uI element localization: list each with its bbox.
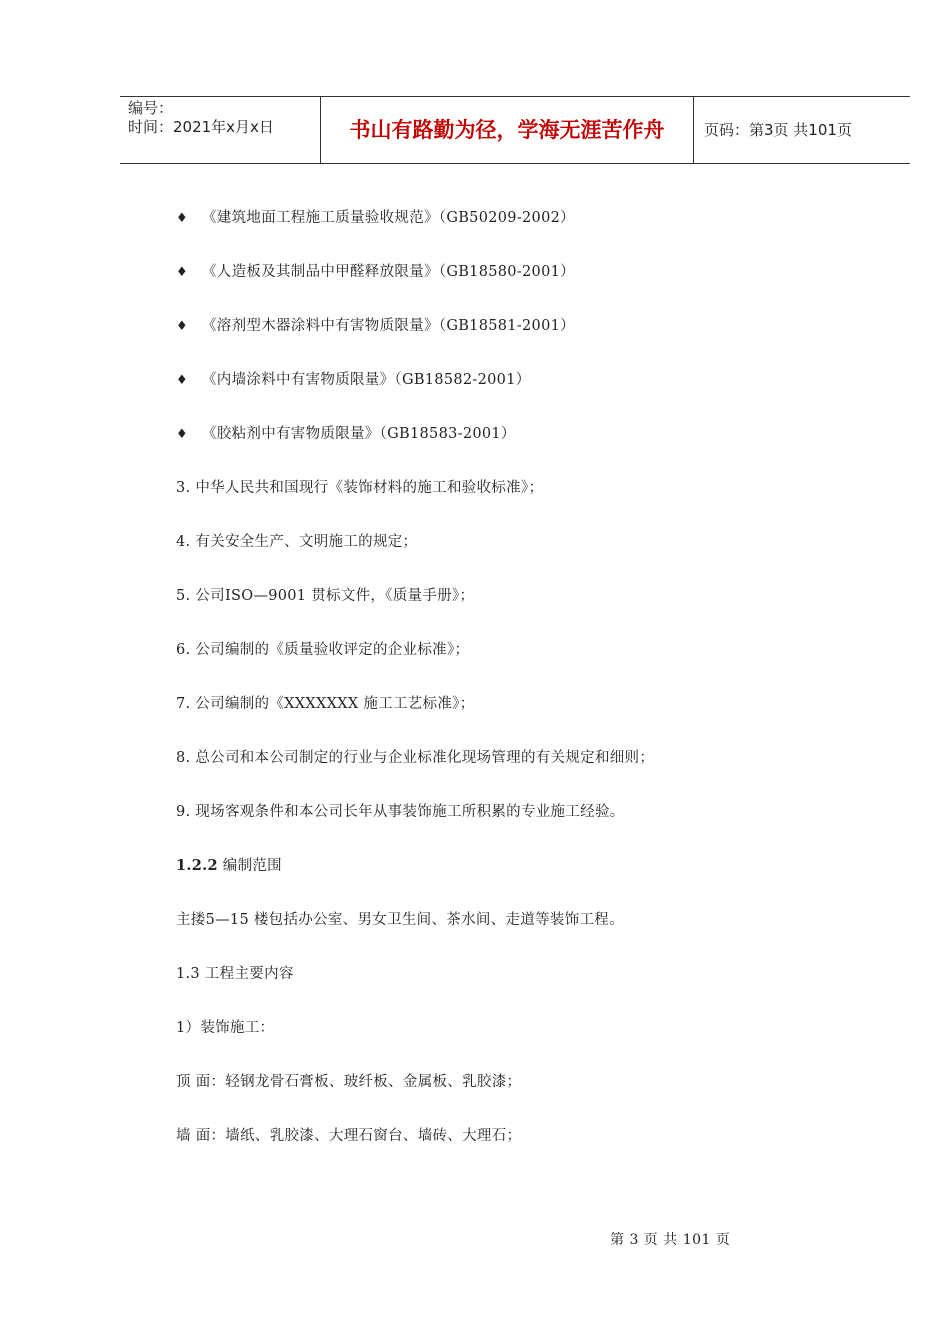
basis-item: 6. 公司编制的《质量验收评定的企业标准》； — [176, 642, 470, 658]
decoration-heading: 1）装饰施工： — [176, 1020, 275, 1036]
standard-item — [176, 208, 575, 229]
basis-item: 9. 现场客观条件和本公司长年从事装饰施工所积累的专业施工经验。 — [176, 804, 625, 820]
basis-item: 7. 公司编制的《XXXXXXX 施工工艺标准》； — [176, 696, 475, 712]
wall-line: 墙 面：墙纸、乳胶漆、大理石窗台、墙砖、大理石； — [176, 1128, 522, 1144]
standard-item — [176, 424, 516, 445]
section-number: 1.2.2 — [176, 857, 218, 874]
document-number-label: 编号： — [128, 99, 174, 117]
page-footer: 第 3 页 共 101 页 — [610, 1232, 731, 1248]
standard-text: 《内墙涂料中有害物质限量》（GB18582-2001） — [202, 372, 531, 388]
section-title: 编制范围 — [217, 858, 282, 874]
page-header — [120, 96, 910, 164]
header-page-info: 页码：第3页 共101页 — [704, 121, 852, 139]
scope-paragraph: 主搂5—15 楼包括办公室、男女卫生间、茶水间、走道等装饰工程。 — [176, 912, 624, 928]
header-motto: 书山有路勤为径，学海无涯苦作舟 — [321, 97, 694, 163]
section-heading-1-2-2 — [176, 856, 282, 876]
standard-text: 《溶剂型木器涂料中有害物质限量》（GB18581-2001） — [202, 318, 575, 334]
standard-item — [176, 262, 575, 283]
document-time-label: 时间：2021年x月x日 — [128, 118, 274, 136]
diamond-bullet-icon: ♦ — [176, 265, 188, 280]
ceiling-line: 顶 面：轻钢龙骨石膏板、玻纤板、金属板、乳胶漆； — [176, 1074, 522, 1090]
basis-item: 4. 有关安全生产、文明施工的规定； — [176, 534, 418, 550]
standard-text: 《人造板及其制品中甲醛释放限量》（GB18580-2001） — [202, 264, 575, 280]
diamond-bullet-icon: ♦ — [176, 373, 188, 388]
basis-item: 8. 总公司和本公司制定的行业与企业标准化现场管理的有关规定和细则； — [176, 750, 655, 766]
standard-text: 《胶粘剂中有害物质限量》（GB18583-2001） — [202, 426, 516, 442]
header-meta-cell — [120, 97, 321, 163]
diamond-bullet-icon: ♦ — [176, 319, 188, 334]
standard-item — [176, 370, 531, 391]
basis-item: 5. 公司ISO—9001 贯标文件，《质量手册》； — [176, 588, 475, 604]
standard-item — [176, 316, 575, 337]
standard-text: 《建筑地面工程施工质量验收规范》（GB50209-2002） — [202, 210, 575, 226]
basis-item: 3. 中华人民共和国现行《装饰材料的施工和验收标准》； — [176, 480, 544, 496]
diamond-bullet-icon: ♦ — [176, 211, 188, 226]
section-heading-1-3: 1.3 工程主要内容 — [176, 966, 294, 982]
diamond-bullet-icon: ♦ — [176, 427, 188, 442]
